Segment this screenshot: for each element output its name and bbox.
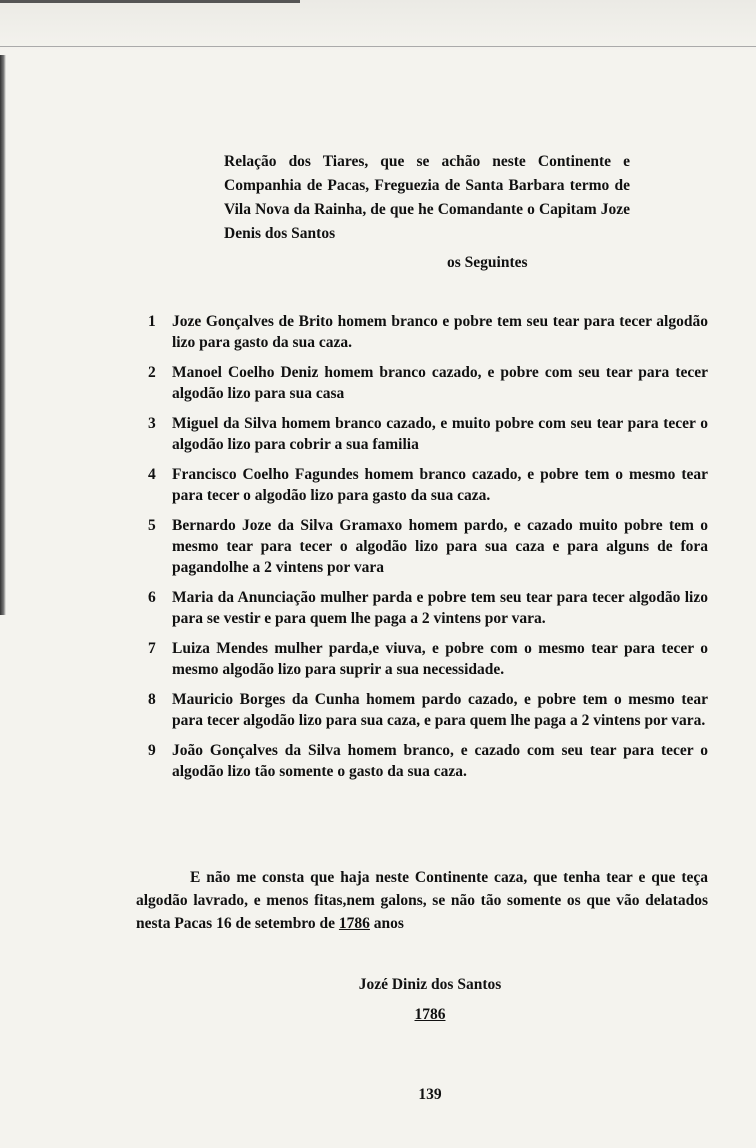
entry-text: Luiza Mendes mulher parda,e viuva, e pobre com o mesmo tear para tecer o mesmo algodão lizo para suprir a sua necessidade. — [172, 640, 708, 678]
entry-text: Maria da Anunciação mulher parda e pobre tem seu tear para tecer algodão lizo para se vestir e para quem lhe paga a 2 vintens por vara. — [172, 589, 708, 627]
entry-text: Miguel da Silva homem branco cazado, e muito pobre com seu tear para tecer o algodão lizo para cobrir a sua familia — [172, 415, 708, 453]
list-item — [148, 464, 708, 506]
list-item — [148, 413, 708, 455]
closing-year: 1786 — [338, 915, 370, 932]
entry-number: 2 — [148, 364, 156, 381]
list-item — [148, 638, 708, 680]
closing-suffix: anos — [369, 915, 404, 932]
entry-text: Francisco Coelho Fagundes homem branco cazado, e pobre tem o mesmo tear para tecer o algodão lizo para gasto da sua caza. — [172, 466, 708, 504]
closing-text: E não me consta que haja neste Continente caza, que tenha tear e que teça algodão lavrado, e menos fitas,nem galons, se não tão somente os que vão delatados nesta Pacas 16 de setembro de — [136, 869, 708, 932]
page-number: 139 — [418, 1086, 442, 1103]
list-item — [148, 740, 708, 782]
list-item — [148, 587, 708, 629]
signature-block — [300, 970, 560, 1030]
entry-text: João Gonçalves da Silva homem branco, e cazado com seu tear para tecer o algodão lizo tão somente o gasto da sua caza. — [172, 742, 708, 780]
list-item — [148, 311, 708, 353]
entry-number: 9 — [148, 742, 156, 759]
closing-paragraph — [136, 866, 708, 935]
entry-number: 6 — [148, 589, 156, 606]
document-subheading: os Seguintes — [447, 254, 528, 271]
entries-list — [148, 311, 708, 791]
entry-text: Mauricio Borges da Cunha homem pardo cazado, e pobre tem o mesmo tear para tecer algodão lizo para sua caza, e para quem lhe paga a 2 vintens por vara. — [172, 691, 708, 729]
entry-text: Manoel Coelho Deniz homem branco cazado, e pobre com seu tear para tecer algodão lizo para sua casa — [172, 364, 708, 402]
entry-text: Joze Gonçalves de Brito homem branco e pobre tem seu tear para tecer algodão lizo para gasto da sua caza. — [172, 313, 708, 351]
signature-name: Jozé Diniz dos Santos — [358, 976, 502, 993]
document-heading: Relação dos Tiares, que se achão neste Continente e Companhia de Pacas, Freguezia de Santa Barbara termo de Vila Nova da Rainha, de que he Comandante o Capitam Joze Denis dos Santos — [224, 153, 630, 242]
entry-number: 5 — [148, 517, 156, 534]
entry-number: 8 — [148, 691, 156, 708]
entry-number: 4 — [148, 466, 156, 483]
entry-number: 7 — [148, 640, 156, 657]
list-item — [148, 515, 708, 578]
signature-year: 1786 — [414, 1006, 446, 1023]
entry-text: Bernardo Joze da Silva Gramaxo homem pardo, e cazado muito pobre tem o mesmo tear para tecer o algodão lizo para sua caza e para alguns de fora pagandolhe a 2 vintens por vara — [172, 517, 708, 576]
list-item — [148, 689, 708, 731]
entry-number: 3 — [148, 415, 156, 432]
entry-number: 1 — [148, 313, 156, 330]
list-item — [148, 362, 708, 404]
